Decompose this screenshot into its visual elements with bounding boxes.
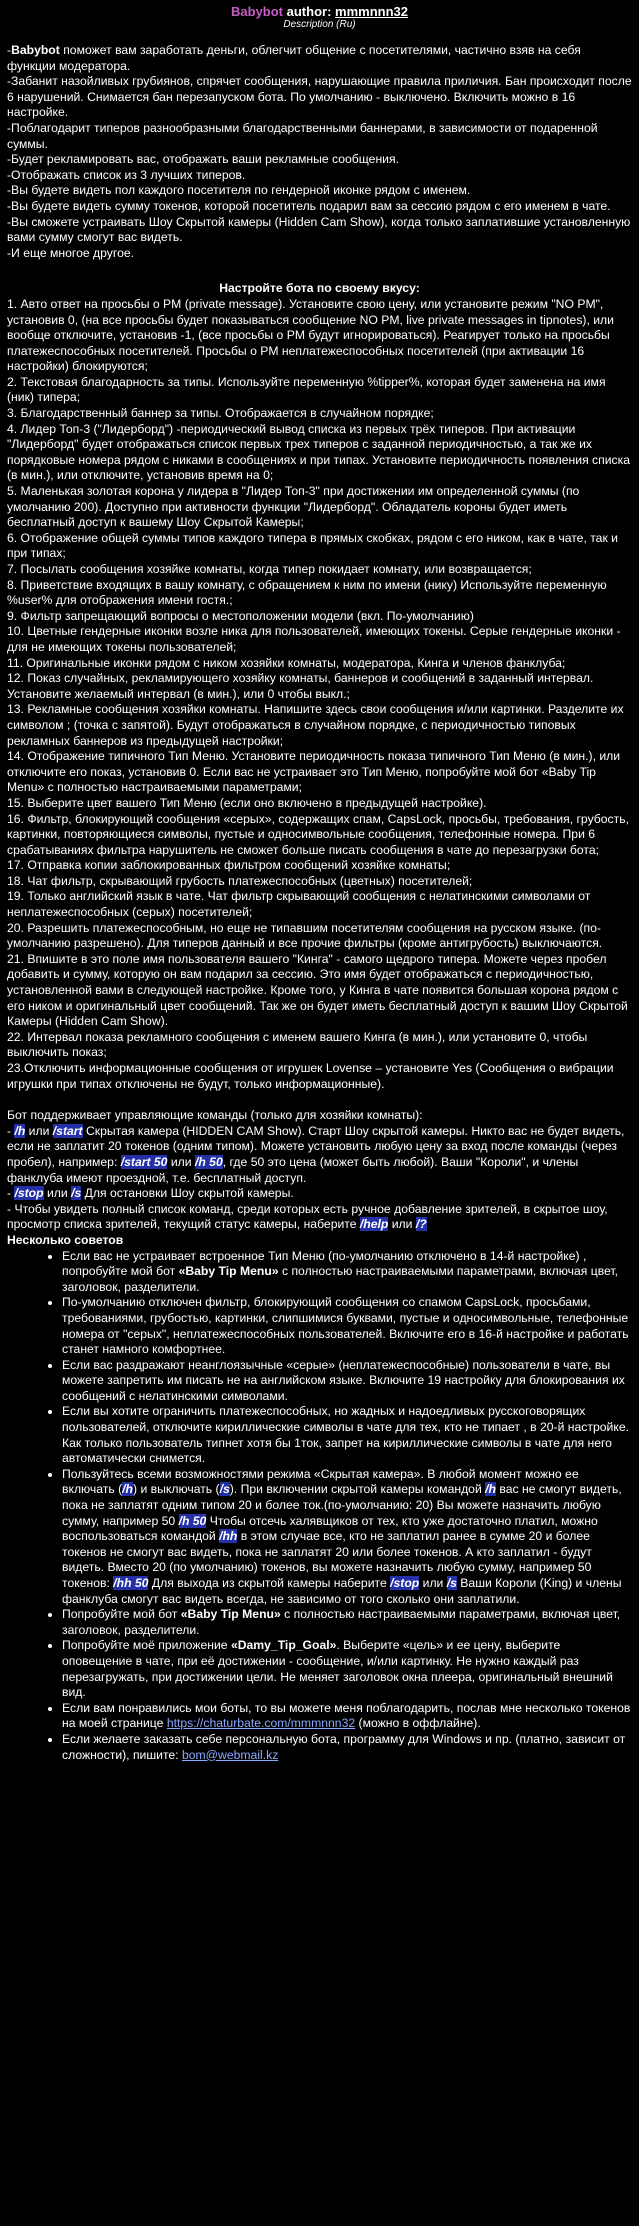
cmd-help: /help — [359, 1217, 389, 1232]
intro-section — [7, 43, 632, 261]
intro-line: -Вы сможете устраивать Шоу Скрытой камеры (Hidden Cam Show), когда только заплатившие установленную вами сумму смогут вас видеть. — [7, 214, 631, 245]
header — [7, 4, 632, 31]
setting-item: 15. Выберите цвет вашего Тип Меню (если оно включено в предыдущей настройке). — [7, 795, 487, 810]
intro-line: -Babybot поможет вам заработать деньги, облегчит общение с посетителями, частично взяв на себя функции модератора. — [7, 43, 581, 73]
setting-item: 7. Посылать сообщения хозяйке комнаты, когда типер покидает комнату, или возвращается; — [7, 562, 532, 576]
advice-item: • Пользуйтесь всеми возможностями режима «Скрытая камера». В любой момент можно ее включать (/h) и выключать (/s). При включении скрытой камеры командой /h вас не смогут видеть, пока не заплатят одним типом 20 и более ток.(по-умолчанию: 20) Вы можете назначить любую сумму, например 50 /h 50 Чтобы отсечь халявщиков от тех, кто уже достаточно платил, можно воспользоваться командой /hh в этом случае все, кто не заплатил ранее в сумме 20 и более токенов не смогут вас видеть, пока не заплатят 20 или более токенов. А кто заплатил - будут видеть. Вместо 20 (по умолчанию) токенов, вы можете назначить любую сумму, например 50 токенов: /hh 50 Для выхода из скрытой камеры наберите /stop или /s Ваши Короли (King) и члены фанклуба смогут вас видеть всегда, не зависимо от того сколько они заплатили. — [62, 1467, 632, 1607]
chaturbate-profile-link[interactable]: https://chaturbate.com/mmmnnn32 — [166, 1716, 356, 1731]
description-subtitle: Description (Ru) — [283, 19, 356, 30]
setting-item: 3. Благодарственный баннер за типы. Отображается в случайном порядке; — [7, 406, 434, 421]
setting-item: 17. Отправка копии заблокированных фильтром сообщений хозяйке комнаты; — [7, 858, 451, 873]
setting-item: 23.Отключить информационные сообщения от игрушек Lovense – установите Yes (Сообщения о вибрации игрушки при типах отключены не будут, только информационные). — [7, 1061, 614, 1091]
advice-item: • Если вас не устраивает встроенное Тип Меню (по-умолчанию отключено в 14-й настройке) , попробуйте мой бот «Baby Tip Menu» с полностью настраиваемыми параметрами, включая цвет, заголовок, разделители. — [62, 1249, 632, 1296]
advice-list — [7, 1249, 632, 1764]
cmd-start: /start — [52, 1123, 83, 1138]
setting-item: 8. Приветствие входящих в вашу комнату, с обращением к ним по имени (нику) Используйте переменную %user% для отображения имени гостя.; — [7, 577, 607, 608]
setting-item: 6. Отображение общей суммы типов каждого типера в прямых скобках, рядом с его ником, как в чате, так и при типах; — [7, 530, 618, 561]
cmd-stop: /stop — [390, 1576, 420, 1590]
advice-item: • Попробуйте моё приложение «Damy_Tip_Goal». Выберите «цель» и ее цену, выберите оповещение в чате, при её достижении - сообщение, и/или картинку. Не нужно каждый раз перезагружать, при достижении цели. Не меняет заголовок окна плеера, оригинальный внешний вид. — [62, 1638, 632, 1700]
advice-item: • Если вас раздражают неанглоязычные «серые» (неплатежеспособные) пользователи в чате, вы можете запретить им писать не на английском языке. Включите 19 настройку для блокирования их сообщений с нелатинскими символами. — [62, 1358, 632, 1405]
cmd-stop: /stop — [14, 1186, 44, 1201]
advice-item: • Если вы хотите ограничить платежеспособных, но жадных и надоедливых русскоговорящих пользователей, отключите кириллические символы в чате для тех, кто не типает , в 20-й настройке. Как только пользователь типнет хотя бы 1ток, запрет на кириллические символы в чате для него автоматически снимется. — [62, 1404, 632, 1466]
intro-line: -Поблагодарит типеров разнообразными благодарственными баннерами, в зависимости от подаренной суммы. — [7, 120, 598, 151]
cmd-s: /s — [446, 1576, 457, 1590]
setting-item: 16. Фильтр, блокирующий сообщения «серых», содержащих спам, CapsLock, просьбы, требования, грубость, картинки, повторяющиеся символы, пустые и односимвольные сообщения, телефонные номера. При 6 срабатываниях фильтра нарушитель не сможет больше писать сообщения в чате до перезагрузки бота; — [7, 811, 629, 857]
intro-line: -Отображать список из 3 лучших типеров. — [7, 167, 246, 182]
setting-item: 10. Цветные гендерные иконки возле ника для пользователей, имеющих токены. Серые гендерные иконки - для не имеющих токены пользователей; — [7, 624, 621, 654]
intro-line: -Вы будете видеть пол каждого посетителя по гендерной иконке рядом с именем. — [7, 183, 471, 198]
command-help: - Чтобы увидеть полный список команд, среди которых есть ручное добавление зрителей, в скрытое шоу, просмотр списка зрителей, текущий статус камеры, наберите /help или /? — [7, 1201, 608, 1232]
cmd-h: /h — [485, 1482, 497, 1497]
advice-title: Несколько советов — [7, 1232, 124, 1247]
setting-item: 9. Фильтр запрещающий вопросы о местоположении модели (вкл. По-умолчанию) — [7, 608, 474, 623]
advice-item: • Если вам понравились мои боты, то вы можете меня поблагодарить, послав мне несколько токенов на моей странице https://chaturbate.com/mmmnnn32 (можно в оффлайне). — [62, 1701, 632, 1732]
cmd-question: /? — [415, 1217, 427, 1232]
cmd-s: /s — [71, 1186, 82, 1201]
cmd-h: /h — [122, 1482, 134, 1497]
cmd-hh: /hh — [219, 1529, 238, 1544]
setting-item: 2. Текстовая благодарность за типы. Используйте переменную %tipper%, которая будет заменена на имя (ник) типера; — [7, 374, 606, 405]
email-link[interactable]: bom@webmail.kz — [181, 1747, 279, 1762]
title-line — [7, 4, 632, 19]
settings-title: Настройте бота по своему вкусу: — [219, 281, 420, 296]
settings-list — [7, 297, 632, 1092]
setting-item: 5. Маленькая золотая корона у лидера в "Лидер Топ-3" при достижении им определенной суммы (по умолчанию 200). Доступно при активности функции "Лидерборд". Обладатель короны будет иметь бесплатный доступ к вашему Шоу Скрытой Камеры; — [7, 484, 580, 530]
cmd-h-50: /h 50 — [178, 1513, 207, 1528]
setting-item: 13. Рекламные сообщения хозяйки комнаты. Напишите здесь свои сообщения и/или картинки. Разделите их символом ; (точка с запятой). Будут отображаться в случайном порядке, с периодичностью типовых рекламных баннеров из предыдущей настройки; — [7, 702, 624, 748]
intro-line: -И еще многое другое. — [7, 245, 135, 260]
command-hidden-cam: - /h или /start Скрытая камера (HIDDEN CAM Show). Старт Шоу скрытой камеры. Никто вас не будет видеть, если не заплатит 20 токенов (одним типом). Можете установить любую цену за вход после команды (через пробел), например: /start 50 или /h 50, где 50 это цена (может быть любой). Ваши "Короли", и члены фанклуба имеют проездной, т.е. бесплатный доступ. — [7, 1123, 625, 1185]
command-stop: - /stop или /s Для остановки Шоу скрытой камеры. — [7, 1186, 294, 1201]
setting-item: 22. Интервал показа рекламного сообщения с именем вашего Кинга (в мин.), или установите 0, чтобы выключить показ; — [7, 1029, 588, 1060]
setting-item: 20. Разрешить платежеспособным, но еще не типавшим посетителям сообщения на русском языке. (по-умолчанию разрешено). Для типеров данный и все прочие фильтры (кроме антигрубость) выключаются. — [7, 920, 603, 951]
cmd-h: /h — [14, 1123, 26, 1138]
cmd-start-50: /start 50 — [120, 1154, 168, 1169]
commands-intro: Бот поддерживает управляющие команды (только для хозяйки комнаты): — [7, 1108, 423, 1123]
intro-line: -Будет рекламировать вас, отображать ваши рекламные сообщения. — [7, 152, 399, 167]
setting-item: 1. Авто ответ на просьбы о PM (private message). Установите свою цену, или установите режим "NO PM", установив 0, (на все просьбы будет показываться сообщение NO PM, live private messages in tipnotes), или вообще отключите, установив -1, (все просьбы о PM будут игнорироваться). Реагирует только на просьбы платежеспособных посетителей. Просьбы о PM неплатежеспособных посетителей (при активации 16 настройки) блокируются; — [7, 296, 614, 374]
setting-item: 19. Только английский язык в чате. Чат фильтр скрывающий сообщения с нелатинскими символами от неплатежеспособных (серых) посетителей; — [7, 889, 591, 920]
setting-item: 4. Лидер Топ-3 ("Лидерборд") -периодический вывод списка из первых трёх типеров. При активации "Лидерборд" будет отображаться список первых трех типеров с заданной периодичностью, а так же их порядковые номера рядом с никами в сообщениях и при типах. Установите периодичность появления списка (в мин.), или отключите, установив время на 0; — [7, 421, 631, 483]
cmd-s: /s — [219, 1482, 230, 1497]
setting-item: 14. Отображение типичного Тип Меню. Установите периодичность показа типичного Тип Меню (в мин.), или отключите его показ, установив 0. Если вас не устраивает это Тип Меню, попробуйте мой бот «Baby Tip Menu» с полностью настраиваемыми параметрами; — [7, 749, 621, 795]
advice-item: • Попробуйте мой бот «Baby Tip Menu» с полностью настраиваемыми параметрами, включая цвет, заголовок, разделители. — [62, 1607, 632, 1638]
setting-item: 12. Показ случайных, рекламирующего хозяйку комнаты, баннеров и сообщений в заданный интервал. Установите желаемый интервал (в мин.), или 0 чтобы выкл.; — [7, 671, 594, 701]
intro-line: -Вы будете видеть сумму токенов, которой посетитель подарил вам за сессию рядом с его именем в чате. — [7, 198, 611, 213]
cmd-h-50: /h 50 — [194, 1154, 223, 1169]
brand-name: Babybot — [231, 4, 284, 19]
commands-section — [7, 1108, 632, 1233]
cmd-hh-50: /hh 50 — [113, 1576, 149, 1590]
setting-item: 11. Оригинальные иконки рядом с ником хозяйки комнаты, модератора, Кинга и членов фанклуба; — [7, 655, 566, 670]
advice-item: • По-умолчанию отключен фильтр, блокирующий сообщения со спамом CapsLock, просьбами, требованиями, грубостью, картинки, слипшимися буквами, пустые и односимвольные, телефонные номера от "серых", неплатежеспособных пользователей. Включите его в 16-й настройке и работать станет намного комфортнее. — [62, 1295, 632, 1357]
advice-item: • Если желаете заказать себе персональную бота, программу для Windows и пр. (платно, зависит от сложности), пишите: bom@webmail.kz — [62, 1732, 632, 1763]
setting-item: 18. Чат фильтр, скрывающий грубость платежеспособных (цветных) посетителей; — [7, 873, 473, 888]
intro-line: -Забанит назойливых грубиянов, спрячет сообщения, нарушающие правила приличия. Бан происходит после 6 нарушений. Снимается бан перезапуском бота. По умолчанию - выключено. Включить можно в 16 настройке. — [7, 74, 632, 120]
setting-item: 21. Впишите в это поле имя пользователя вашего "Кинга" - самого щедрого типера. Можете через пробел добавить и сумму, которую он вам подарил за сессию. Это имя будет отображаться с периодичностью, установленной вами в следующей настройке. Кроме того, у Кинга в чате появится большая корона рядом с его ником и оригинальный цвет сообщений. Так же он будет иметь бесплатный доступ к вашим Шоу Скрытой Камеры (Hidden Cam Show). — [7, 951, 628, 1029]
author-label: author: — [283, 4, 336, 19]
author-link[interactable]: mmmnnn32 — [335, 4, 408, 19]
